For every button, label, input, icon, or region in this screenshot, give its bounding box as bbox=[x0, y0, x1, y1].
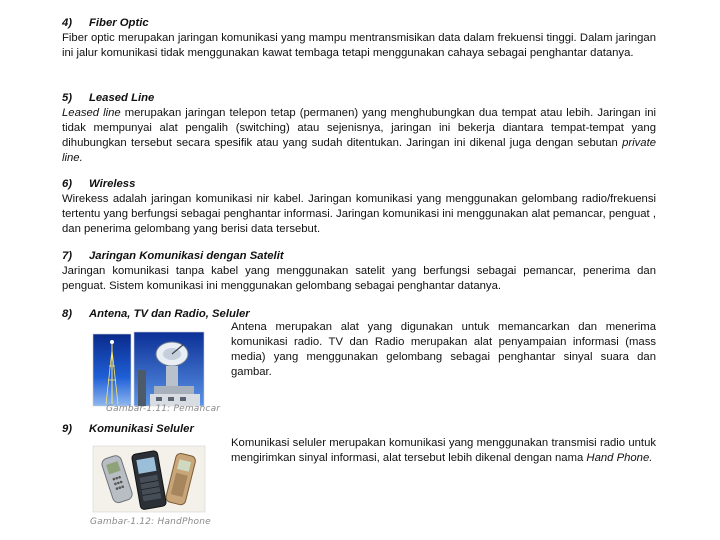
figure-caption: Gambar-1.11: Pemancar bbox=[106, 404, 221, 414]
section-wireless bbox=[62, 177, 656, 237]
section-title: Komunikasi Seluler bbox=[89, 423, 194, 435]
section-number: 9) bbox=[62, 423, 73, 435]
section-body bbox=[62, 106, 656, 166]
section-number: 7) bbox=[62, 250, 73, 262]
section-title: Wireless bbox=[89, 178, 136, 190]
italic-term: Hand Phone. bbox=[586, 452, 653, 464]
figure-caption: Gambar-1.12: HandPhone bbox=[90, 517, 211, 527]
italic-term: Leased line bbox=[62, 107, 121, 119]
section-fiber-optic bbox=[62, 16, 656, 61]
section-number: 8) bbox=[62, 308, 73, 320]
section-number: 6) bbox=[62, 178, 73, 190]
section-number: 4) bbox=[62, 17, 73, 29]
section-body: Wirekess adalah jaringan komunikasi nir kabel. Jaringan komunikasi yang menggunakan gelombang radio/frekuensi tertentu yang berfungsi sebagai penghantar informasi. Jaringan komunikasi ini menggunakan alat pemancar, penguat , dan penerima gelombang yang berisi data tersebut. bbox=[62, 193, 656, 235]
section-title: Leased Line bbox=[89, 92, 155, 104]
section-title: Antena, TV dan Radio, Seluler bbox=[89, 308, 250, 320]
section-heading bbox=[62, 16, 656, 31]
section-body: Jaringan komunikasi tanpa kabel yang menggunakan satelit yang berfungsi sebagai pemancar, penerima dan penguat. Sistem komunikasi ini menggunakan gelombang sebagai penghantar datanya. bbox=[62, 265, 656, 292]
section-title: Fiber Optic bbox=[89, 17, 149, 29]
section-body: Fiber optic merupakan jaringan komunikasi yang mampu mentransmisikan data dalam frekuensi tinggi. Dalam jaringan ini jalur komunikasi tidak menggunakan kawat tembaga tetapi menggunakan cahaya sebagai penghantar datanya. bbox=[62, 32, 656, 59]
section-heading bbox=[62, 249, 656, 264]
section-heading bbox=[62, 177, 656, 192]
section-body bbox=[231, 436, 656, 466]
section-leased-line bbox=[62, 91, 656, 166]
handphone-image bbox=[92, 444, 206, 514]
section-satelit bbox=[62, 249, 656, 294]
section-heading bbox=[62, 91, 656, 106]
transmitter-image bbox=[92, 330, 206, 408]
section-title: Jaringan Komunikasi dengan Satelit bbox=[89, 250, 284, 262]
body-text: merupakan jaringan telepon tetap (permanen) yang menghubungkan dua tempat atau lebih. Jaringan ini tidak mempunyai alat pengalih (switching) atau sejenisnya, jaringan ini bekerja diantara tempat-tempat yang dihubungkan tersebut secara spesifik atau yang sudah ditentukan. Jaringan ini dikenal juga dengan sebutan bbox=[62, 107, 656, 149]
body-text: Komunikasi seluler merupakan komunikasi yang menggunakan transmisi radio untuk mengirimkan sinyal informasi, alat tersebut lebih dikenal dengan nama bbox=[231, 437, 656, 464]
section-number: 5) bbox=[62, 92, 73, 104]
section-heading bbox=[62, 422, 656, 437]
italic-term: private line. bbox=[62, 137, 656, 164]
section-body: Antena merupakan alat yang digunakan untuk memancarkan dan menerima komunikasi radio. TV dan Radio merupakan alat penyampaian informasi (mass media) yang menggunakan gelombang sebagai penghantar sinyal suara dan gambar. bbox=[231, 321, 656, 378]
section-seluler bbox=[62, 422, 656, 437]
